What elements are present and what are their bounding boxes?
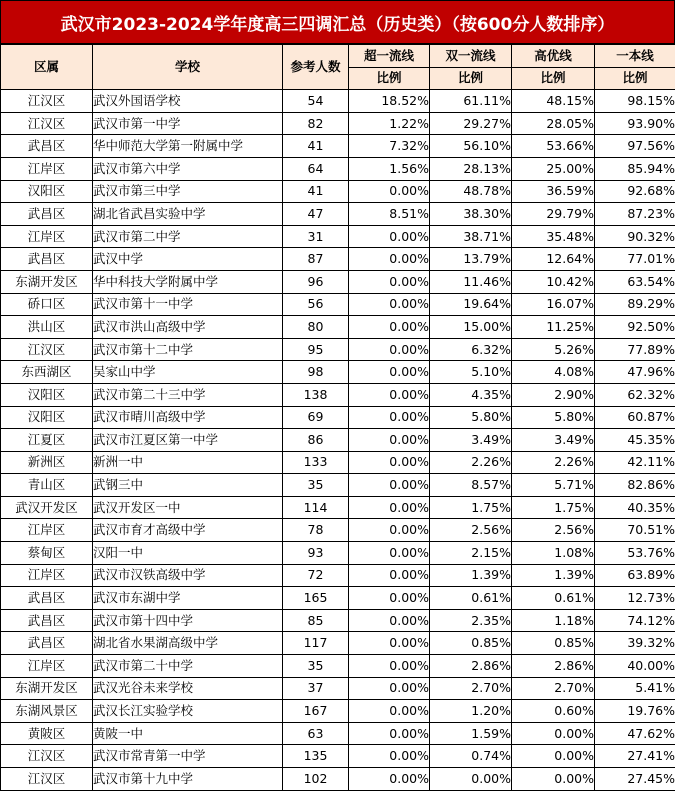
tier-one-ratio-cell: 47.62% <box>595 722 675 745</box>
double-first-ratio-cell: 6.32% <box>430 338 512 361</box>
double-first-ratio-cell: 1.20% <box>430 700 512 723</box>
district-cell: 洪山区 <box>1 316 93 339</box>
table-row <box>1 361 675 384</box>
table-row <box>1 451 675 474</box>
tier-one-ratio-cell: 93.90% <box>595 112 675 135</box>
double-first-ratio-cell: 15.00% <box>430 316 512 339</box>
school-cell: 武汉市第十一中学 <box>93 293 283 316</box>
tier-one-ratio-cell: 90.32% <box>595 225 675 248</box>
high-excellent-ratio-cell: 28.05% <box>512 112 595 135</box>
high-excellent-ratio-cell: 12.64% <box>512 248 595 271</box>
school-cell: 武汉市育才高级中学 <box>93 519 283 542</box>
school-cell: 武汉市第十九中学 <box>93 768 283 791</box>
tier-one-ratio-cell: 39.32% <box>595 632 675 655</box>
district-cell: 汉阳区 <box>1 383 93 406</box>
tier-one-ratio-cell: 42.11% <box>595 451 675 474</box>
high-excellent-ratio-cell: 25.00% <box>512 157 595 180</box>
double-first-ratio-cell: 61.11% <box>430 90 512 113</box>
double-first-ratio-cell: 3.49% <box>430 429 512 452</box>
super-first-ratio-cell: 0.00% <box>349 722 430 745</box>
tier-one-ratio-cell: 27.45% <box>595 768 675 791</box>
double-first-ratio-cell: 0.00% <box>430 768 512 791</box>
count-cell: 93 <box>283 542 349 565</box>
district-cell: 东湖风景区 <box>1 700 93 723</box>
tier-one-ratio-cell: 82.86% <box>595 474 675 497</box>
high-excellent-ratio-cell: 0.00% <box>512 745 595 768</box>
tier-one-ratio-cell: 92.50% <box>595 316 675 339</box>
super-first-ratio-cell: 0.00% <box>349 316 430 339</box>
table-row <box>1 225 675 248</box>
high-excellent-ratio-cell: 5.71% <box>512 474 595 497</box>
tier-one-ratio-cell: 40.00% <box>595 655 675 678</box>
table-row <box>1 655 675 678</box>
district-cell: 新洲区 <box>1 451 93 474</box>
high-excellent-ratio-cell: 2.56% <box>512 519 595 542</box>
count-cell: 41 <box>283 180 349 203</box>
count-cell: 117 <box>283 632 349 655</box>
count-cell: 35 <box>283 655 349 678</box>
super-first-ratio-cell: 1.56% <box>349 157 430 180</box>
header-group-super-first: 超一流线 <box>349 45 430 68</box>
double-first-ratio-cell: 2.35% <box>430 609 512 632</box>
table-row <box>1 564 675 587</box>
header-ratio: 比例 <box>349 67 430 90</box>
school-cell: 武汉长江实验学校 <box>93 700 283 723</box>
district-cell: 江岸区 <box>1 519 93 542</box>
tier-one-ratio-cell: 63.89% <box>595 564 675 587</box>
school-cell: 吴家山中学 <box>93 361 283 384</box>
tier-one-ratio-cell: 40.35% <box>595 496 675 519</box>
district-cell: 江岸区 <box>1 225 93 248</box>
super-first-ratio-cell: 0.00% <box>349 451 430 474</box>
school-cell: 湖北省水果湖高级中学 <box>93 632 283 655</box>
count-cell: 37 <box>283 677 349 700</box>
tier-one-ratio-cell: 98.15% <box>595 90 675 113</box>
district-cell: 武昌区 <box>1 587 93 610</box>
super-first-ratio-cell: 0.00% <box>349 745 430 768</box>
school-cell: 华中师范大学第一附属中学 <box>93 135 283 158</box>
district-cell: 江岸区 <box>1 655 93 678</box>
school-cell: 武汉市常青第一中学 <box>93 745 283 768</box>
super-first-ratio-cell: 8.51% <box>349 203 430 226</box>
school-cell: 武汉市洪山高级中学 <box>93 316 283 339</box>
double-first-ratio-cell: 2.86% <box>430 655 512 678</box>
double-first-ratio-cell: 0.61% <box>430 587 512 610</box>
district-cell: 武昌区 <box>1 135 93 158</box>
count-cell: 114 <box>283 496 349 519</box>
header-district: 区属 <box>1 45 93 90</box>
count-cell: 138 <box>283 383 349 406</box>
table-row <box>1 112 675 135</box>
header-ratio: 比例 <box>430 67 512 90</box>
school-cell: 武汉光谷未来学校 <box>93 677 283 700</box>
table-row <box>1 474 675 497</box>
school-cell: 新洲一中 <box>93 451 283 474</box>
school-cell: 武汉市晴川高级中学 <box>93 406 283 429</box>
high-excellent-ratio-cell: 0.00% <box>512 768 595 791</box>
high-excellent-ratio-cell: 10.42% <box>512 270 595 293</box>
table-row <box>1 316 675 339</box>
super-first-ratio-cell: 0.00% <box>349 429 430 452</box>
high-excellent-ratio-cell: 48.15% <box>512 90 595 113</box>
count-cell: 54 <box>283 90 349 113</box>
super-first-ratio-cell: 1.22% <box>349 112 430 135</box>
school-cell: 武汉市第三中学 <box>93 180 283 203</box>
table-row <box>1 383 675 406</box>
school-cell: 武汉市第二中学 <box>93 225 283 248</box>
school-cell: 武汉开发区一中 <box>93 496 283 519</box>
count-cell: 69 <box>283 406 349 429</box>
tier-one-ratio-cell: 60.87% <box>595 406 675 429</box>
double-first-ratio-cell: 1.75% <box>430 496 512 519</box>
results-table <box>0 44 675 791</box>
district-cell: 江夏区 <box>1 429 93 452</box>
district-cell: 东西湖区 <box>1 361 93 384</box>
school-cell: 武汉中学 <box>93 248 283 271</box>
high-excellent-ratio-cell: 1.39% <box>512 564 595 587</box>
double-first-ratio-cell: 2.56% <box>430 519 512 542</box>
double-first-ratio-cell: 0.74% <box>430 745 512 768</box>
district-cell: 东湖开发区 <box>1 677 93 700</box>
header-ratio: 比例 <box>512 67 595 90</box>
double-first-ratio-cell: 2.15% <box>430 542 512 565</box>
count-cell: 85 <box>283 609 349 632</box>
tier-one-ratio-cell: 53.76% <box>595 542 675 565</box>
double-first-ratio-cell: 11.46% <box>430 270 512 293</box>
double-first-ratio-cell: 2.70% <box>430 677 512 700</box>
double-first-ratio-cell: 5.80% <box>430 406 512 429</box>
double-first-ratio-cell: 1.59% <box>430 722 512 745</box>
sheet-title: 武汉市2023-2024学年度高三四调汇总（历史类）（按600分人数排序） <box>0 0 675 44</box>
super-first-ratio-cell: 0.00% <box>349 677 430 700</box>
double-first-ratio-cell: 0.85% <box>430 632 512 655</box>
count-cell: 87 <box>283 248 349 271</box>
tier-one-ratio-cell: 85.94% <box>595 157 675 180</box>
count-cell: 82 <box>283 112 349 135</box>
table-row <box>1 135 675 158</box>
table-row <box>1 632 675 655</box>
high-excellent-ratio-cell: 2.70% <box>512 677 595 700</box>
district-cell: 汉阳区 <box>1 180 93 203</box>
count-cell: 56 <box>283 293 349 316</box>
table-row <box>1 677 675 700</box>
table-row <box>1 180 675 203</box>
table-row <box>1 496 675 519</box>
high-excellent-ratio-cell: 29.79% <box>512 203 595 226</box>
school-cell: 武汉市第二十中学 <box>93 655 283 678</box>
school-cell: 武汉市第十四中学 <box>93 609 283 632</box>
super-first-ratio-cell: 0.00% <box>349 383 430 406</box>
table-row <box>1 270 675 293</box>
tier-one-ratio-cell: 77.89% <box>595 338 675 361</box>
district-cell: 汉阳区 <box>1 406 93 429</box>
tier-one-ratio-cell: 74.12% <box>595 609 675 632</box>
header-group-tier-one: 一本线 <box>595 45 675 68</box>
tier-one-ratio-cell: 77.01% <box>595 248 675 271</box>
super-first-ratio-cell: 0.00% <box>349 225 430 248</box>
district-cell: 武昌区 <box>1 632 93 655</box>
high-excellent-ratio-cell: 5.26% <box>512 338 595 361</box>
double-first-ratio-cell: 29.27% <box>430 112 512 135</box>
district-cell: 蔡甸区 <box>1 542 93 565</box>
super-first-ratio-cell: 0.00% <box>349 406 430 429</box>
header-count: 参考人数 <box>283 45 349 90</box>
school-cell: 湖北省武昌实验中学 <box>93 203 283 226</box>
school-cell: 武汉市汉铁高级中学 <box>93 564 283 587</box>
high-excellent-ratio-cell: 1.18% <box>512 609 595 632</box>
super-first-ratio-cell: 0.00% <box>349 564 430 587</box>
district-cell: 武昌区 <box>1 609 93 632</box>
school-cell: 武汉市江夏区第一中学 <box>93 429 283 452</box>
count-cell: 96 <box>283 270 349 293</box>
double-first-ratio-cell: 2.26% <box>430 451 512 474</box>
super-first-ratio-cell: 0.00% <box>349 655 430 678</box>
super-first-ratio-cell: 0.00% <box>349 270 430 293</box>
count-cell: 165 <box>283 587 349 610</box>
high-excellent-ratio-cell: 0.60% <box>512 700 595 723</box>
count-cell: 102 <box>283 768 349 791</box>
double-first-ratio-cell: 5.10% <box>430 361 512 384</box>
school-cell: 武汉外国语学校 <box>93 90 283 113</box>
super-first-ratio-cell: 0.00% <box>349 542 430 565</box>
school-cell: 武汉市第二十三中学 <box>93 383 283 406</box>
district-cell: 江汉区 <box>1 768 93 791</box>
district-cell: 江岸区 <box>1 157 93 180</box>
super-first-ratio-cell: 0.00% <box>349 293 430 316</box>
count-cell: 41 <box>283 135 349 158</box>
tier-one-ratio-cell: 70.51% <box>595 519 675 542</box>
table-header <box>1 45 675 90</box>
high-excellent-ratio-cell: 2.86% <box>512 655 595 678</box>
high-excellent-ratio-cell: 2.26% <box>512 451 595 474</box>
district-cell: 青山区 <box>1 474 93 497</box>
double-first-ratio-cell: 8.57% <box>430 474 512 497</box>
school-cell: 武汉市东湖中学 <box>93 587 283 610</box>
high-excellent-ratio-cell: 1.08% <box>512 542 595 565</box>
table-row <box>1 542 675 565</box>
table-row <box>1 519 675 542</box>
high-excellent-ratio-cell: 16.07% <box>512 293 595 316</box>
school-cell: 武汉市第十二中学 <box>93 338 283 361</box>
school-cell: 武钢三中 <box>93 474 283 497</box>
district-cell: 江汉区 <box>1 745 93 768</box>
count-cell: 72 <box>283 564 349 587</box>
tier-one-ratio-cell: 97.56% <box>595 135 675 158</box>
table-row <box>1 609 675 632</box>
count-cell: 63 <box>283 722 349 745</box>
count-cell: 98 <box>283 361 349 384</box>
table-row <box>1 700 675 723</box>
count-cell: 31 <box>283 225 349 248</box>
header-school: 学校 <box>93 45 283 90</box>
high-excellent-ratio-cell: 11.25% <box>512 316 595 339</box>
count-cell: 135 <box>283 745 349 768</box>
table-row <box>1 248 675 271</box>
super-first-ratio-cell: 7.32% <box>349 135 430 158</box>
tier-one-ratio-cell: 12.73% <box>595 587 675 610</box>
double-first-ratio-cell: 4.35% <box>430 383 512 406</box>
super-first-ratio-cell: 0.00% <box>349 700 430 723</box>
district-cell: 武汉开发区 <box>1 496 93 519</box>
tier-one-ratio-cell: 63.54% <box>595 270 675 293</box>
school-cell: 汉阳一中 <box>93 542 283 565</box>
district-cell: 硚口区 <box>1 293 93 316</box>
super-first-ratio-cell: 18.52% <box>349 90 430 113</box>
table-row <box>1 722 675 745</box>
high-excellent-ratio-cell: 53.66% <box>512 135 595 158</box>
table-row <box>1 429 675 452</box>
table-row <box>1 587 675 610</box>
table-row <box>1 406 675 429</box>
tier-one-ratio-cell: 87.23% <box>595 203 675 226</box>
count-cell: 35 <box>283 474 349 497</box>
school-cell: 黄陂一中 <box>93 722 283 745</box>
tier-one-ratio-cell: 27.41% <box>595 745 675 768</box>
double-first-ratio-cell: 38.71% <box>430 225 512 248</box>
high-excellent-ratio-cell: 4.08% <box>512 361 595 384</box>
district-cell: 黄陂区 <box>1 722 93 745</box>
double-first-ratio-cell: 13.79% <box>430 248 512 271</box>
table-row <box>1 338 675 361</box>
district-cell: 江汉区 <box>1 338 93 361</box>
district-cell: 江汉区 <box>1 112 93 135</box>
header-group-high-excellent: 高优线 <box>512 45 595 68</box>
super-first-ratio-cell: 0.00% <box>349 609 430 632</box>
double-first-ratio-cell: 19.64% <box>430 293 512 316</box>
district-cell: 武昌区 <box>1 203 93 226</box>
super-first-ratio-cell: 0.00% <box>349 587 430 610</box>
district-cell: 东湖开发区 <box>1 270 93 293</box>
super-first-ratio-cell: 0.00% <box>349 519 430 542</box>
high-excellent-ratio-cell: 35.48% <box>512 225 595 248</box>
high-excellent-ratio-cell: 36.59% <box>512 180 595 203</box>
table-body <box>1 90 675 790</box>
super-first-ratio-cell: 0.00% <box>349 768 430 791</box>
school-cell: 武汉市第六中学 <box>93 157 283 180</box>
district-cell: 江汉区 <box>1 90 93 113</box>
double-first-ratio-cell: 56.10% <box>430 135 512 158</box>
tier-one-ratio-cell: 89.29% <box>595 293 675 316</box>
tier-one-ratio-cell: 19.76% <box>595 700 675 723</box>
header-group-double-first: 双一流线 <box>430 45 512 68</box>
tier-one-ratio-cell: 5.41% <box>595 677 675 700</box>
count-cell: 86 <box>283 429 349 452</box>
super-first-ratio-cell: 0.00% <box>349 338 430 361</box>
table-row <box>1 745 675 768</box>
table-row <box>1 768 675 791</box>
count-cell: 95 <box>283 338 349 361</box>
super-first-ratio-cell: 0.00% <box>349 180 430 203</box>
tier-one-ratio-cell: 62.32% <box>595 383 675 406</box>
super-first-ratio-cell: 0.00% <box>349 632 430 655</box>
double-first-ratio-cell: 38.30% <box>430 203 512 226</box>
super-first-ratio-cell: 0.00% <box>349 474 430 497</box>
high-excellent-ratio-cell: 0.61% <box>512 587 595 610</box>
count-cell: 133 <box>283 451 349 474</box>
count-cell: 167 <box>283 700 349 723</box>
school-cell: 华中科技大学附属中学 <box>93 270 283 293</box>
header-ratio: 比例 <box>595 67 675 90</box>
table-row <box>1 203 675 226</box>
tier-one-ratio-cell: 45.35% <box>595 429 675 452</box>
high-excellent-ratio-cell: 1.75% <box>512 496 595 519</box>
double-first-ratio-cell: 1.39% <box>430 564 512 587</box>
super-first-ratio-cell: 0.00% <box>349 496 430 519</box>
high-excellent-ratio-cell: 2.90% <box>512 383 595 406</box>
count-cell: 47 <box>283 203 349 226</box>
table-row <box>1 90 675 113</box>
count-cell: 80 <box>283 316 349 339</box>
school-cell: 武汉市第一中学 <box>93 112 283 135</box>
double-first-ratio-cell: 28.13% <box>430 157 512 180</box>
double-first-ratio-cell: 48.78% <box>430 180 512 203</box>
super-first-ratio-cell: 0.00% <box>349 361 430 384</box>
count-cell: 78 <box>283 519 349 542</box>
super-first-ratio-cell: 0.00% <box>349 248 430 271</box>
district-cell: 江岸区 <box>1 564 93 587</box>
high-excellent-ratio-cell: 0.85% <box>512 632 595 655</box>
tier-one-ratio-cell: 47.96% <box>595 361 675 384</box>
table-row <box>1 157 675 180</box>
high-excellent-ratio-cell: 0.00% <box>512 722 595 745</box>
high-excellent-ratio-cell: 5.80% <box>512 406 595 429</box>
tier-one-ratio-cell: 92.68% <box>595 180 675 203</box>
count-cell: 64 <box>283 157 349 180</box>
district-cell: 武昌区 <box>1 248 93 271</box>
high-excellent-ratio-cell: 3.49% <box>512 429 595 452</box>
table-row <box>1 293 675 316</box>
